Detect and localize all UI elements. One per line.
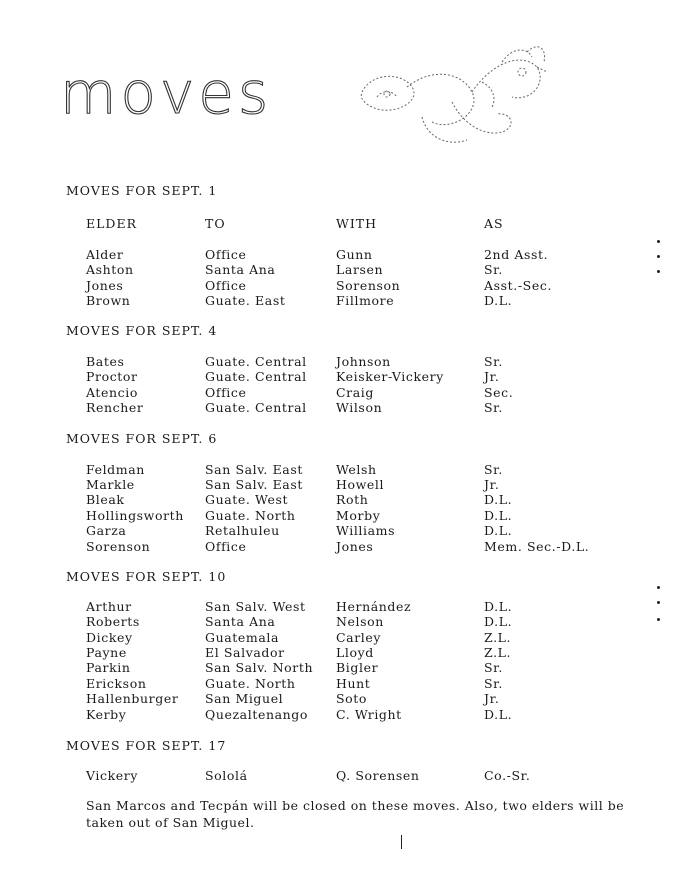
margin-dot (657, 618, 660, 621)
with-cell: Hunt (336, 676, 371, 691)
with-cell: Jones (336, 539, 374, 554)
to-cell: San Miguel (205, 691, 284, 706)
table-row (0, 400, 680, 416)
table-row (0, 614, 680, 630)
table-row (0, 293, 680, 309)
as-cell: Jr. (484, 369, 500, 384)
elder-cell: Ashton (86, 262, 134, 277)
section-heading: MOVES FOR SEPT. 10 (66, 569, 227, 584)
table-row (0, 768, 680, 784)
column-header-to: TO (205, 216, 226, 231)
as-cell: D.L. (484, 508, 513, 523)
elder-cell: Kerby (86, 707, 127, 722)
as-cell: Jr. (484, 691, 500, 706)
table-row (0, 262, 680, 278)
with-cell: Welsh (336, 462, 377, 477)
as-cell: D.L. (484, 599, 513, 614)
elder-cell: Jones (86, 278, 124, 293)
section-heading: MOVES FOR SEPT. 1 (66, 183, 218, 198)
elder-cell: Rencher (86, 400, 144, 415)
to-cell: Guatemala (205, 630, 280, 645)
to-cell: Office (205, 539, 247, 554)
column-header-as: AS (484, 216, 504, 231)
table-row (0, 707, 680, 723)
page-title: moves (60, 59, 273, 127)
with-cell: Larsen (336, 262, 384, 277)
table-row (0, 645, 680, 661)
as-cell: Jr. (484, 477, 500, 492)
with-cell: Carley (336, 630, 382, 645)
to-cell: Guate. Central (205, 369, 307, 384)
section-heading: MOVES FOR SEPT. 17 (66, 738, 227, 753)
table-row (0, 630, 680, 646)
elder-cell: Alder (86, 247, 124, 262)
as-cell: D.L. (484, 614, 513, 629)
table-row (0, 354, 680, 370)
elder-cell: Proctor (86, 369, 138, 384)
to-cell: Office (205, 278, 247, 293)
to-cell: San Salv. East (205, 462, 303, 477)
to-cell: Guate. North (205, 508, 296, 523)
as-cell: Z.L. (484, 630, 512, 645)
table-row (0, 278, 680, 294)
section-heading: MOVES FOR SEPT. 4 (66, 323, 218, 338)
table-row (0, 599, 680, 615)
with-cell: Morby (336, 508, 381, 523)
column-header-elder: ELDER (86, 216, 137, 231)
with-cell: Lloyd (336, 645, 374, 660)
table-row (0, 508, 680, 524)
as-cell: D.L. (484, 707, 513, 722)
elder-cell: Atencio (86, 385, 139, 400)
with-cell: Bigler (336, 660, 379, 675)
as-cell: Sr. (484, 462, 503, 477)
with-cell: Howell (336, 477, 385, 492)
to-cell: Sololá (205, 768, 248, 783)
table-row (0, 523, 680, 539)
to-cell: Guate. East (205, 293, 286, 308)
to-cell: Guate. North (205, 676, 296, 691)
to-cell: Office (205, 385, 247, 400)
to-cell: Santa Ana (205, 262, 276, 277)
elder-cell: Sorenson (86, 539, 151, 554)
margin-dot (657, 255, 660, 258)
as-cell: Co.-Sr. (484, 768, 531, 783)
to-cell: Office (205, 247, 247, 262)
with-cell: Q. Sorensen (336, 768, 420, 783)
table-row (0, 660, 680, 676)
margin-dot (657, 270, 660, 273)
table-row (0, 492, 680, 508)
with-cell: Keisker-Vickery (336, 369, 444, 384)
as-cell: Asst.-Sec. (484, 278, 553, 293)
elder-cell: Vickery (86, 768, 139, 783)
elder-cell: Markle (86, 477, 135, 492)
with-cell: Gunn (336, 247, 373, 262)
to-cell: San Salv. East (205, 477, 303, 492)
margin-dot (657, 240, 660, 243)
as-cell: Sr. (484, 354, 503, 369)
with-cell: Soto (336, 691, 368, 706)
table-row (0, 369, 680, 385)
to-cell: San Salv. West (205, 599, 306, 614)
as-cell: Sr. (484, 400, 503, 415)
as-cell: Sr. (484, 262, 503, 277)
table-row (0, 676, 680, 692)
elder-cell: Bates (86, 354, 125, 369)
elder-cell: Payne (86, 645, 127, 660)
margin-dot (657, 586, 660, 589)
margin-dot (657, 601, 660, 604)
closing-note: San Marcos and Tecpán will be closed on these moves. Also, two elders will be taken out of San Miguel. (86, 798, 625, 830)
column-header-row (0, 216, 680, 232)
to-cell: Retalhuleu (205, 523, 280, 538)
as-cell: Sec. (484, 385, 514, 400)
with-cell: Johnson (336, 354, 391, 369)
column-header-with: WITH (336, 216, 378, 231)
to-cell: Guate. Central (205, 400, 307, 415)
to-cell: San Salv. North (205, 660, 314, 675)
elder-cell: Brown (86, 293, 131, 308)
with-cell: Sorenson (336, 278, 401, 293)
elder-cell: Dickey (86, 630, 133, 645)
elder-cell: Feldman (86, 462, 145, 477)
elder-cell: Parkin (86, 660, 131, 675)
with-cell: Fillmore (336, 293, 395, 308)
elder-cell: Arthur (86, 599, 132, 614)
as-cell: D.L. (484, 523, 513, 538)
to-cell: Guate. Central (205, 354, 307, 369)
as-cell: Mem. Sec.-D.L. (484, 539, 590, 554)
with-cell: C. Wright (336, 707, 402, 722)
elder-cell: Erickson (86, 676, 147, 691)
to-cell: Guate. West (205, 492, 289, 507)
as-cell: D.L. (484, 293, 513, 308)
to-cell: El Salvador (205, 645, 285, 660)
table-row (0, 539, 680, 555)
as-cell: D.L. (484, 492, 513, 507)
to-cell: Santa Ana (205, 614, 276, 629)
with-cell: Roth (336, 492, 369, 507)
table-row (0, 462, 680, 478)
elder-cell: Hallenburger (86, 691, 179, 706)
table-row (0, 247, 680, 263)
table-row (0, 477, 680, 493)
with-cell: Williams (336, 523, 396, 538)
as-cell: Sr. (484, 660, 503, 675)
pen-mark (401, 835, 402, 849)
elder-cell: Bleak (86, 492, 125, 507)
with-cell: Hernández (336, 599, 412, 614)
with-cell: Wilson (336, 400, 383, 415)
elder-cell: Hollingsworth (86, 508, 184, 523)
table-row (0, 691, 680, 707)
as-cell: Sr. (484, 676, 503, 691)
elder-cell: Roberts (86, 614, 140, 629)
cartoon-animal-doodle-icon (352, 42, 552, 152)
section-heading: MOVES FOR SEPT. 6 (66, 431, 218, 446)
as-cell: Z.L. (484, 645, 512, 660)
as-cell: 2nd Asst. (484, 247, 549, 262)
elder-cell: Garza (86, 523, 127, 538)
with-cell: Nelson (336, 614, 384, 629)
table-row (0, 385, 680, 401)
to-cell: Quezaltenango (205, 707, 309, 722)
with-cell: Craig (336, 385, 374, 400)
